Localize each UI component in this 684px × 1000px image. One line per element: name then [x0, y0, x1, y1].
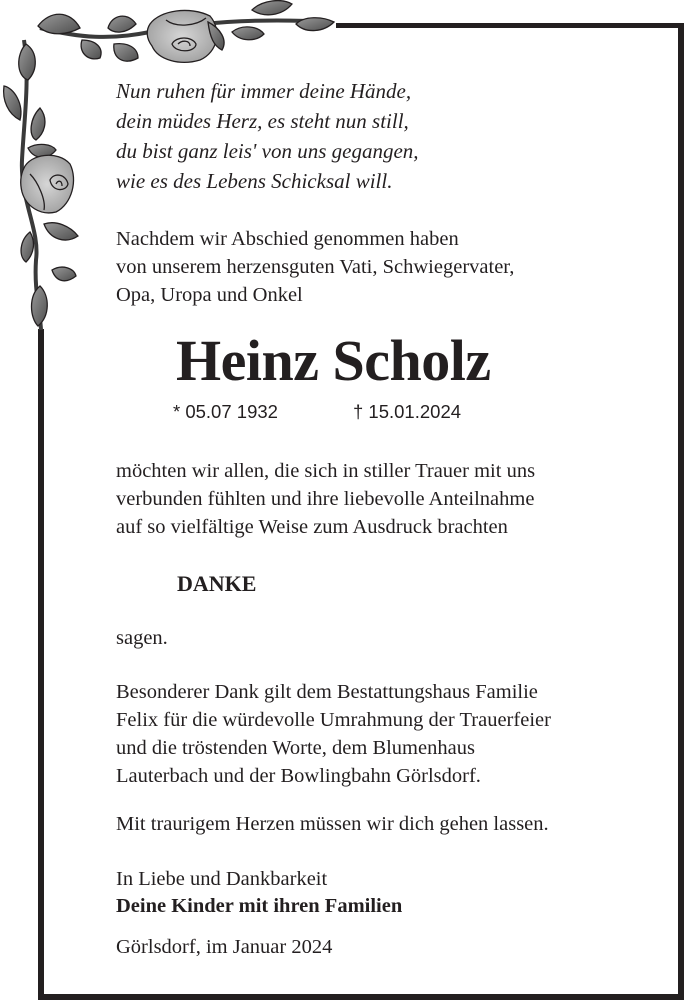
deceased-name: Heinz Scholz — [176, 328, 491, 393]
poem-line: wie es des Lebens Schicksal will. — [116, 169, 393, 193]
closing-line: In Liebe und Dankbarkeit — [116, 868, 328, 890]
frame-border-top — [336, 23, 684, 28]
special-thanks-line: und die tröstenden Worte, dem Blumenhaus — [116, 737, 475, 759]
sad-line: Mit traurigem Herzen müssen wir dich gehen lassen. — [116, 813, 549, 835]
intro-line: von unserem herzensguten Vati, Schwiegervater, — [116, 256, 515, 278]
thanks-line: möchten wir allen, die sich in stiller Trauer mit uns — [116, 460, 536, 482]
danke-heading: DANKE — [177, 571, 257, 596]
intro-line: Nachdem wir Abschied genommen haben — [116, 228, 459, 250]
birth-date: * 05.07 1932 — [173, 401, 278, 422]
sagen-text: sagen. — [116, 627, 168, 649]
intro-line: Opa, Uropa und Onkel — [116, 284, 303, 306]
poem-line: dein müdes Herz, es steht nun still, — [116, 109, 409, 133]
special-thanks-line: Lauterbach und der Bowlingbahn Görlsdorf. — [116, 765, 481, 787]
special-thanks-line: Felix für die würdevolle Umrahmung der Trauerfeier — [116, 709, 551, 731]
thanks-line: verbunden fühlten und ihre liebevolle Anteilnahme — [116, 488, 535, 510]
thanks-line: auf so vielfältige Weise zum Ausdruck brachten — [116, 516, 508, 538]
thanks-text — [116, 457, 535, 541]
poem — [116, 76, 419, 196]
poem-line: Nun ruhen für immer deine Hände, — [116, 79, 412, 103]
special-thanks-line: Besonderer Dank gilt dem Bestattungshaus Familie — [116, 681, 538, 703]
signature: Deine Kinder mit ihren Familien — [116, 895, 403, 917]
poem-line: du bist ganz leis' von uns gegangen, — [116, 139, 419, 163]
place-date: Görlsdorf, im Januar 2024 — [116, 936, 333, 958]
intro-text — [116, 225, 514, 309]
frame-border-bottom — [38, 994, 684, 1000]
frame-border-right — [678, 23, 684, 1000]
frame-border-left — [38, 329, 44, 1000]
special-thanks — [116, 678, 551, 790]
death-date: † 15.01.2024 — [353, 401, 462, 422]
